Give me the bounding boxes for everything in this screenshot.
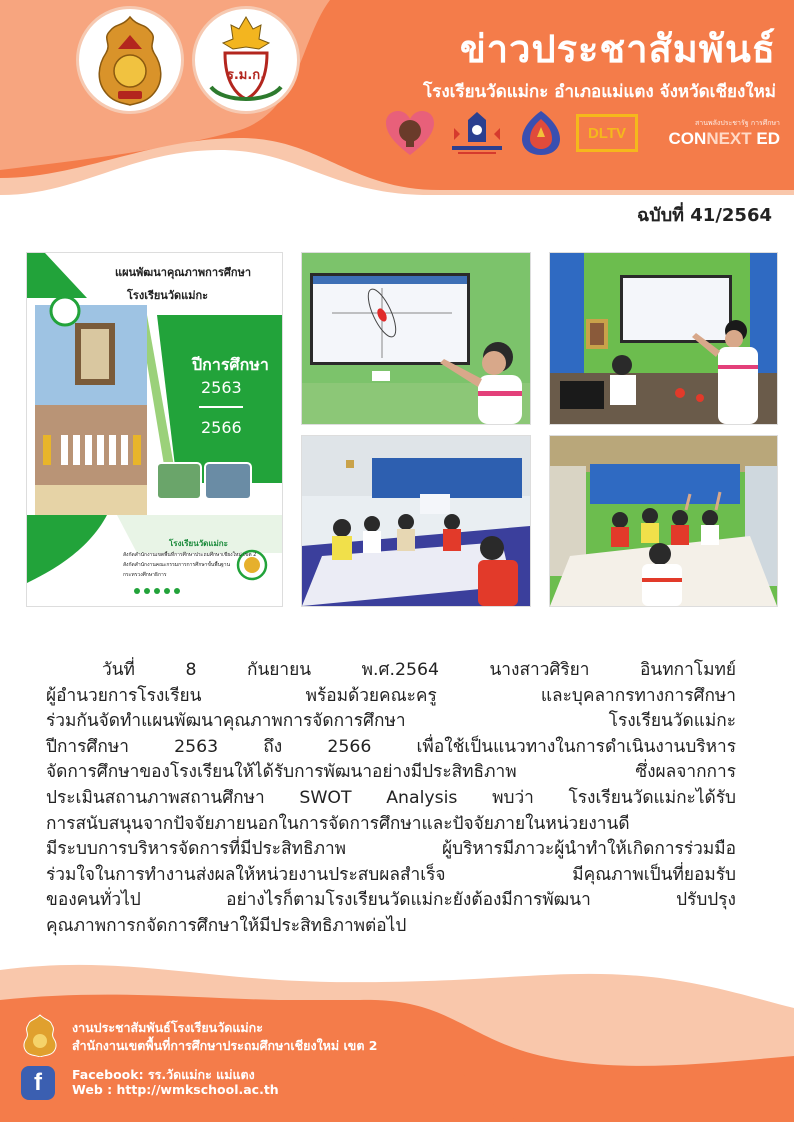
school-address: โรงเรียนวัดแม่กะ อำเภอแม่แตง จังหวัดเชียงใหม่ [423, 82, 776, 102]
quality-school-logo [448, 110, 506, 156]
page-title: ข่าวประชาสัมพันธ์ [459, 27, 776, 71]
plan-cover-image [27, 253, 282, 606]
photo-presentation-screen [302, 253, 530, 424]
cover-affiliation-2: สังกัดสำนักงานคณะกรรมการการศึกษาขั้นพื้นฐาน [123, 562, 230, 568]
article-line: ของคนทั่วไป อย่างไรก็ตามโรงเรียนวัดแม่กะยังต้องมีการพัฒนา ปรับปรุง [46, 890, 736, 911]
article-line: การสนับสนุนจากปัจจัยภายนอกในการจัดการศึกษาและปัจจัยภายในหน่วยงานดี [46, 813, 630, 834]
royal-crest-logo [518, 109, 564, 157]
article-line: คุณภาพการกจัดการศึกษาให้มีประสิทธิภาพต่อไป [46, 915, 407, 936]
article-line: มีระบบการบริหารจัดการที่มีประสิทธิภาพ ผู้บริหารมีภาวะผู้นำทำให้เกิดการร่วมมือ [46, 839, 736, 860]
photo-staff-meeting [302, 436, 530, 606]
connext-ed-logo: สานพลังประชารัฐ การศึกษา CONNEXT ED [668, 118, 780, 148]
article-line: ปีการศึกษา 2563 ถึง 2566 เพื่อใช้เป็นแนวทางในการดำเนินงานบริหาร [46, 736, 736, 757]
article-line: จัดการศึกษาของโรงเรียนให้ได้รับการพัฒนาอย่างมีประสิทธิภาพ ซึ่งผลจากการ [46, 762, 736, 783]
article-line: ร่วมใจในการทำงานส่งผลให้หน่วยงานประสบผลสำเร็จ มีคุณภาพเป็นที่ยอมรับ [46, 864, 736, 885]
issue-number: ฉบับที่ 41/2564 [637, 205, 772, 226]
footer-pr-unit: งานประชาสัมพันธ์โรงเรียนวัดแม่กะ [72, 1020, 263, 1035]
photo-group-voting [550, 436, 777, 606]
cover-affiliation-1: สังกัดสำนักงานเขตพื้นที่การศึกษาประถมศึกษาเชียงใหม่ เขต 2 [123, 552, 257, 558]
article-line: ผู้อำนวยการโรงเรียน พร้อมด้วยคณะครู และบุคลากรทางการศึกษา [46, 685, 736, 706]
article-body [46, 658, 736, 940]
cover-year-from: 2563 [201, 378, 242, 397]
cover-title: แผนพัฒนาคุณภาพการศึกษา [115, 266, 251, 279]
article-line: ร่วมกันจัดทำแผนพัฒนาคุณภาพการจัดการศึกษา โรงเรียนวัดแม่กะ [46, 711, 736, 732]
cover-year-to: 2566 [201, 418, 242, 437]
school-logo [192, 6, 300, 114]
cover-school-label: โรงเรียนวัดแม่กะ [169, 539, 228, 548]
footer-website-link[interactable]: Web : http://wmkschool.ac.th [72, 1082, 279, 1097]
footer-emblem-logo [20, 1013, 60, 1057]
cover-year-dash [199, 406, 243, 408]
cover-school-name: โรงเรียนวัดแม่กะ [127, 289, 209, 302]
cover-affiliation-3: กระทรวงศึกษาธิการ [123, 572, 167, 578]
facebook-icon[interactable]: f [21, 1066, 55, 1100]
cover-year-label: ปีการศึกษา [192, 355, 269, 374]
elephant-heart-logo [384, 109, 436, 157]
dltv-logo: DLTV [576, 114, 638, 152]
partner-logos [384, 108, 780, 158]
photo-teacher-presenting [550, 253, 777, 424]
obec-emblem-logo [76, 6, 184, 114]
article-line: วันที่ 8 กันยายน พ.ศ.2564 นางสาวศิริยา อินทกาโมทย์ [102, 660, 736, 680]
article-line: ประเมินสถานภาพสถานศึกษา SWOT Analysis พบว่า โรงเรียนวัดแม่กะได้รับ [46, 787, 736, 808]
footer-office: สำนักงานเขตพื้นที่การศึกษาประถมศึกษาเชียงใหม่ เขต 2 [72, 1038, 378, 1053]
footer-facebook[interactable]: Facebook: รร.วัดแม่กะ แม่แตง [72, 1067, 255, 1082]
svg-text:ร.ม.ก.: ร.ม.ก. [226, 68, 266, 83]
